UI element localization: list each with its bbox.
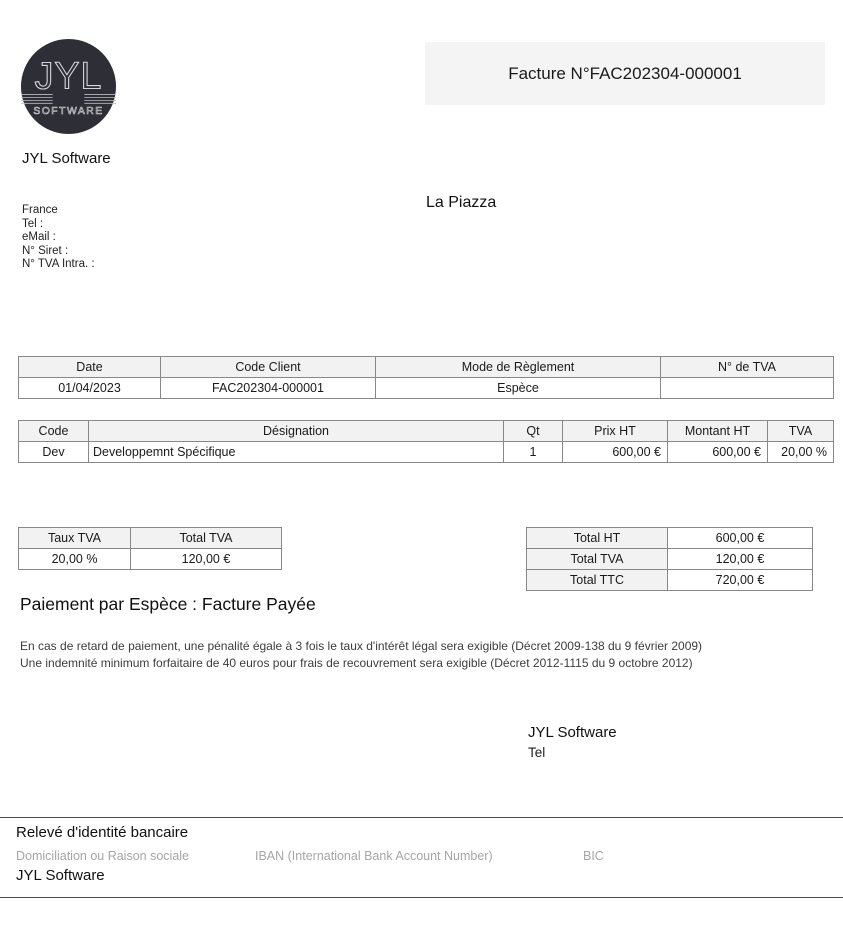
invoice-title-banner — [425, 42, 825, 105]
bank-label-bic: BIC — [583, 849, 604, 863]
vat-value-total: 120,00 € — [131, 549, 282, 570]
company-tva-intra-label: N° TVA Intra. : — [22, 258, 95, 270]
item-qt: 1 — [504, 442, 563, 463]
vat-header-total: Total TVA — [131, 528, 282, 549]
total-ht-label: Total HT — [527, 528, 668, 549]
totals-table — [526, 527, 813, 591]
item-code: Dev — [19, 442, 89, 463]
bank-section-title: Relevé d'identité bancaire — [16, 824, 189, 841]
company-country: France — [22, 204, 58, 216]
info-value-mode-reglement: Espèce — [376, 378, 661, 399]
item-montant-ht: 600,00 € — [668, 442, 768, 463]
items-header-tva: TVA — [768, 421, 834, 442]
logo-sub-text: SOFTWARE — [33, 106, 104, 118]
bank-section-divider-top — [0, 817, 843, 818]
signature-company-name: JYL Software — [528, 724, 617, 741]
company-tel-label: Tel : — [22, 217, 44, 230]
legal-line-penalty: En cas de retard de paiement, une pénalité égale à 3 fois le taux d'intérêt légal sera exigible (Décret 2009-138 du 9 février 2009) — [20, 639, 703, 653]
items-header-designation: Désignation — [89, 421, 504, 442]
info-header-date: Date — [19, 357, 161, 378]
items-header-code: Code — [19, 421, 89, 442]
items-header-montant-ht: Montant HT — [668, 421, 768, 442]
vat-header-taux: Taux TVA — [19, 528, 131, 549]
info-header-row — [19, 357, 834, 378]
legal-notices — [20, 638, 702, 671]
client-name: La Piazza — [426, 194, 497, 211]
vat-header-row — [19, 528, 282, 549]
vat-value-taux: 20,00 % — [19, 549, 131, 570]
signature-block — [528, 724, 617, 760]
bank-account-holder: JYL Software — [16, 867, 105, 884]
company-email-label: eMail : — [22, 231, 56, 243]
signature-tel: Tel — [528, 745, 546, 760]
info-value-date: 01/04/2023 — [19, 378, 161, 399]
invoice-number-text: Facture N°FAC202304-000001 — [508, 63, 742, 83]
info-value-row — [19, 378, 834, 399]
info-header-num-tva: N° de TVA — [661, 357, 834, 378]
total-ttc-value: 720,00 € — [668, 570, 813, 591]
total-tva-value: 120,00 € — [668, 549, 813, 570]
payment-status: Paiement par Espèce : Facture Payée — [20, 594, 316, 614]
total-tva-label: Total TVA — [527, 549, 668, 570]
total-ttc-label: Total TTC — [527, 570, 668, 591]
item-tva: 20,00 % — [768, 442, 834, 463]
vat-value-row — [19, 549, 282, 570]
info-value-code-client: FAC202304-000001 — [161, 378, 376, 399]
company-name: JYL Software — [22, 150, 111, 167]
total-ht-row — [527, 528, 813, 549]
invoice-info-table — [18, 356, 834, 399]
info-header-code-client: Code Client — [161, 357, 376, 378]
logo-main-text: JYL — [34, 54, 103, 97]
item-designation: Developpemnt Spécifique — [89, 442, 504, 463]
jyl-software-logo — [19, 37, 118, 136]
bank-label-domiciliation: Domiciliation ou Raison sociale — [16, 849, 189, 863]
total-ttc-row — [527, 570, 813, 591]
items-header-row — [19, 421, 834, 442]
items-header-qt: Qt — [504, 421, 563, 442]
bank-section-divider-bottom — [0, 897, 843, 898]
total-ht-value: 600,00 € — [668, 528, 813, 549]
info-header-mode-reglement: Mode de Règlement — [376, 357, 661, 378]
total-tva-row — [527, 549, 813, 570]
item-prix-ht: 600,00 € — [563, 442, 668, 463]
company-details-block — [22, 204, 95, 272]
vat-breakdown-table — [18, 527, 282, 570]
bank-label-iban: IBAN (International Bank Account Number) — [255, 849, 493, 863]
line-items-table — [18, 420, 834, 463]
item-row — [19, 442, 834, 463]
info-value-num-tva — [661, 378, 834, 399]
items-header-prix-ht: Prix HT — [563, 421, 668, 442]
company-siret-label: N° Siret : — [22, 244, 69, 257]
legal-line-indemnity: Une indemnité minimum forfaitaire de 40 euros pour frais de recouvrement sera exigible (Décret 2012-1115 du 9 octobre 2012) — [20, 655, 693, 670]
